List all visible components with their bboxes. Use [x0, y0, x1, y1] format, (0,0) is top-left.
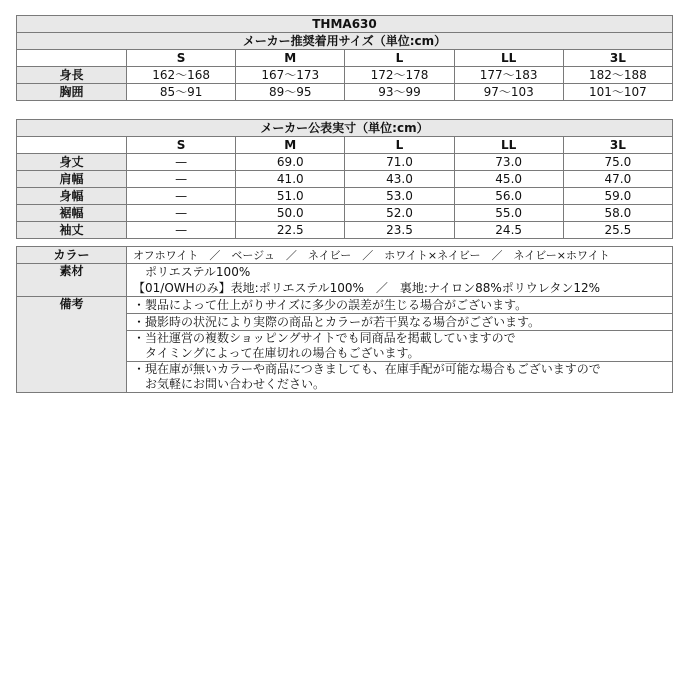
material-line: ポリエステル100%: [127, 264, 673, 281]
corner-cell: [17, 50, 127, 67]
table-cell: 172〜178: [345, 67, 454, 84]
table-cell: 177〜183: [454, 67, 563, 84]
table-cell: 47.0: [563, 171, 672, 188]
table-cell: 93〜99: [345, 84, 454, 101]
note-item: [127, 331, 673, 362]
row-label-sleeve-length: 袖丈: [17, 222, 127, 239]
table-cell: 53.0: [345, 188, 454, 205]
table-cell: —: [127, 222, 236, 239]
table-row: [17, 171, 673, 188]
table-cell: 58.0: [563, 205, 672, 222]
note-line: タイミングによって在庫切れの場合もございます。: [133, 346, 420, 360]
table-row: [17, 154, 673, 171]
table-row: [17, 222, 673, 239]
table-cell: 41.0: [236, 171, 345, 188]
row-label-hem-width: 裾幅: [17, 205, 127, 222]
table-cell: 182〜188: [563, 67, 672, 84]
material-label: 素材: [17, 264, 127, 297]
note-item: ・撮影時の状況により実際の商品とカラーが若干異なる場合がございます。: [127, 314, 673, 331]
table-row: [17, 188, 673, 205]
color-row: [17, 247, 673, 264]
size-s: S: [127, 50, 236, 67]
table-cell: 56.0: [454, 188, 563, 205]
table-cell: 89〜95: [236, 84, 345, 101]
recommended-size-table: [16, 15, 673, 101]
size-ll: LL: [454, 137, 563, 154]
table-cell: —: [127, 154, 236, 171]
size-header-row: [17, 50, 673, 67]
table-cell: —: [127, 171, 236, 188]
size-s: S: [127, 137, 236, 154]
note-line: ・当社運営の複数ショッピングサイトでも同商品を掲載していますので: [133, 331, 516, 345]
note-row: [17, 297, 673, 314]
size-ll: LL: [454, 50, 563, 67]
table-cell: 97〜103: [454, 84, 563, 101]
table-cell: —: [127, 205, 236, 222]
size-m: M: [236, 50, 345, 67]
table-cell: 85〜91: [127, 84, 236, 101]
corner-cell: [17, 137, 127, 154]
table-cell: 45.0: [454, 171, 563, 188]
table-cell: 101〜107: [563, 84, 672, 101]
table-cell: 75.0: [563, 154, 672, 171]
color-label: カラー: [17, 247, 127, 264]
row-label-chest-width: 身幅: [17, 188, 127, 205]
table-cell: 43.0: [345, 171, 454, 188]
table-cell: 71.0: [345, 154, 454, 171]
color-list: オフホワイト ／ ベージュ ／ ネイビー ／ ホワイト×ネイビー ／ ネイビー×ホワイト: [127, 247, 673, 264]
table-cell: 51.0: [236, 188, 345, 205]
recommended-size-title: メーカー推奨着用サイズ（単位:cm）: [17, 33, 673, 50]
note-line: お気軽にお問い合わせください。: [133, 377, 326, 391]
actual-size-table: [16, 119, 673, 239]
table-cell: —: [127, 188, 236, 205]
actual-size-title: メーカー公表実寸（単位:cm）: [17, 120, 673, 137]
material-line: 【01/OWHのみ】表地:ポリエステル100% ／ 裏地:ナイロン88%ポリウレタン12%: [127, 280, 673, 297]
product-info-table: [16, 246, 673, 393]
table-row: [17, 205, 673, 222]
size-3l: 3L: [563, 137, 672, 154]
row-label-body-length: 身丈: [17, 154, 127, 171]
product-code: THMA630: [17, 16, 673, 33]
table-cell: 55.0: [454, 205, 563, 222]
table-cell: 24.5: [454, 222, 563, 239]
table-cell: 59.0: [563, 188, 672, 205]
row-label-shoulder: 肩幅: [17, 171, 127, 188]
table-cell: 69.0: [236, 154, 345, 171]
table-cell: 167〜173: [236, 67, 345, 84]
note-item: ・製品によって仕上がりサイズに多少の誤差が生じる場合がございます。: [127, 297, 673, 314]
table-cell: 22.5: [236, 222, 345, 239]
table-cell: 73.0: [454, 154, 563, 171]
table-cell: 25.5: [563, 222, 672, 239]
row-label-chest: 胸囲: [17, 84, 127, 101]
material-row: [17, 264, 673, 281]
table-row: [17, 84, 673, 101]
size-header-row: [17, 137, 673, 154]
table-row: [17, 67, 673, 84]
table-cell: 52.0: [345, 205, 454, 222]
note-line: ・現在庫が無いカラーや商品につきましても、在庫手配が可能な場合もございますので: [133, 362, 601, 376]
note-item: [127, 362, 673, 393]
size-l: L: [345, 50, 454, 67]
size-l: L: [345, 137, 454, 154]
size-m: M: [236, 137, 345, 154]
notes-label: 備考: [17, 297, 127, 393]
table-cell: 23.5: [345, 222, 454, 239]
row-label-height: 身長: [17, 67, 127, 84]
table-cell: 162〜168: [127, 67, 236, 84]
size-3l: 3L: [563, 50, 672, 67]
table-cell: 50.0: [236, 205, 345, 222]
